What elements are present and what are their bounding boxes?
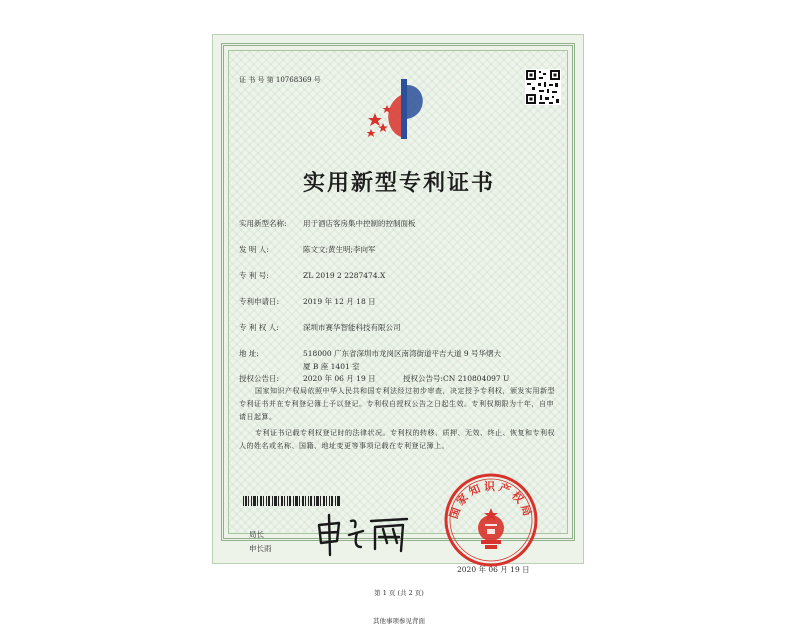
certificate-title: 实用新型专利证书 xyxy=(302,170,495,196)
field-label: 专 利 号: xyxy=(239,271,269,280)
grant-number-value: CN 210804097 U xyxy=(443,374,510,383)
field-value: 518000 广东省深圳市龙岗区南湾街道平吉大道 9 号华熠大 xyxy=(303,349,502,358)
field-value: ZL 2019 2 2287474.X xyxy=(303,271,386,280)
certificate-paper xyxy=(212,34,584,625)
official-seal-icon xyxy=(443,472,539,568)
field-label: 专 利 权 人: xyxy=(239,323,279,332)
footer-note: 其他事项参见背面 xyxy=(373,617,425,625)
qr-code-icon xyxy=(525,69,561,105)
field-row-patent-number xyxy=(239,271,385,281)
paragraph-legal-status: 专利证书记载专利权登记时的法律状况。专利权的转移、质押、无效、终止、恢复和专利权人的姓名或名称、国籍、地址变更等事项记载在专利登记簿上。 xyxy=(239,429,555,450)
field-label: 专利申请日: xyxy=(239,297,280,306)
field-value: 2019 年 12 月 18 日 xyxy=(303,297,376,306)
patent-office-logo-icon xyxy=(365,75,431,145)
field-label: 发 明 人: xyxy=(239,245,269,254)
field-value: 2020 年 06 月 19 日 xyxy=(303,374,376,383)
seal-date: 2020 年 06 月 19 日 xyxy=(457,565,530,574)
field-label: 授权公告日: xyxy=(239,374,280,383)
field-label: 实用新型名称: xyxy=(239,219,287,228)
field-row-grant-date xyxy=(239,374,509,384)
seal-text: 国家知识产权局 xyxy=(447,480,535,521)
barcode-icon xyxy=(243,496,341,506)
paragraph-grant: 国家知识产权局依照中华人民共和国专利法经过初步审查，决定授予专利权，颁发实用新型专利证书并在专利登记簿上予以登记。专利权自授权公告之日起生效。专利权期限为十年，自申请日起算。 xyxy=(239,387,555,421)
signer-name: 申长雨 xyxy=(249,544,272,553)
field-value: 深圳市赛华智能科技有限公司 xyxy=(303,323,401,332)
field-value: 陈文文;黄生明;李向军 xyxy=(303,245,376,254)
field-value: 用于酒店客房集中控制的控制面板 xyxy=(303,219,416,228)
field-row-inventors xyxy=(239,245,376,255)
page-number: 第 1 页 (共 2 页) xyxy=(374,589,424,597)
field-row-patentee xyxy=(239,323,401,333)
certificate-number: 证 书 号 第 10768369 号 xyxy=(239,76,321,84)
signer-title: 局长 xyxy=(249,530,264,539)
signature-image xyxy=(313,513,413,557)
field-label: 地 址: xyxy=(239,349,259,358)
field-row-utility-model-name xyxy=(239,219,416,229)
field-row-address xyxy=(239,349,501,359)
address-line-2: 厦 B 座 1401 室 xyxy=(303,362,360,371)
grant-number-label: 授权公告号: xyxy=(403,374,444,383)
field-row-application-date xyxy=(239,297,376,307)
